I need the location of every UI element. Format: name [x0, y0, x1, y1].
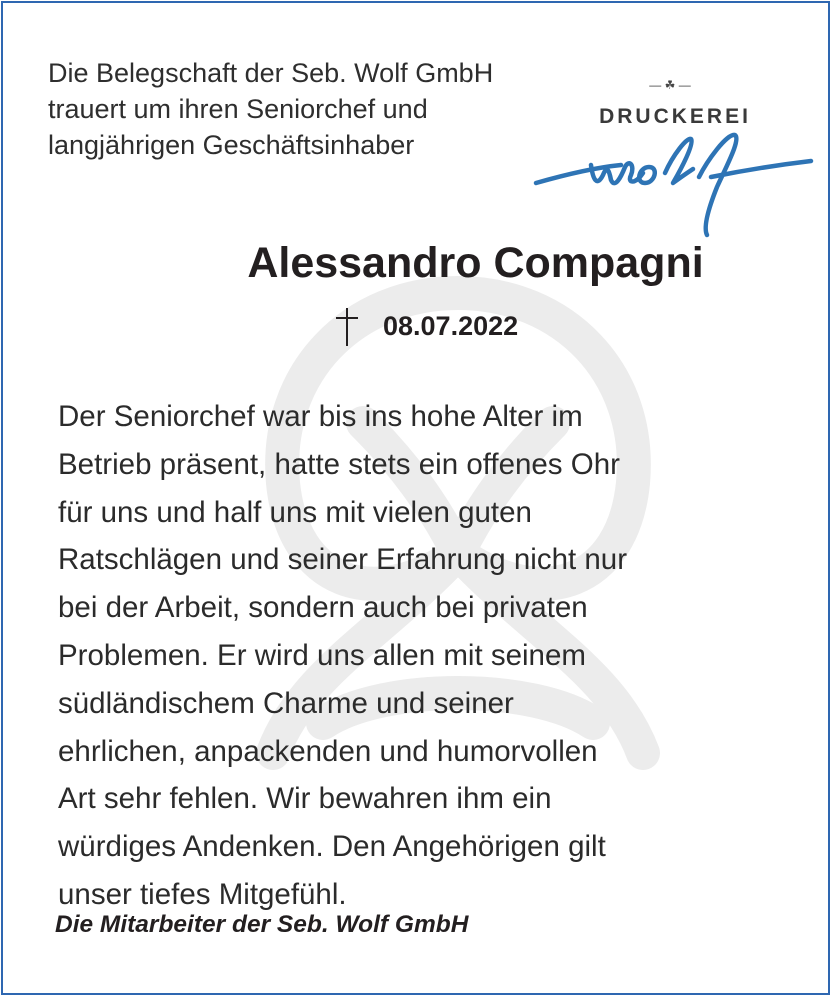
body-line: ehrlichen, anpackenden und humorvollen [58, 734, 598, 768]
intro-text [48, 55, 588, 163]
obituary-frame [1, 1, 830, 995]
body-line: unser tiefes Mitgefühl. [58, 877, 347, 911]
cross-icon [335, 307, 359, 347]
intro-line: trauert um ihren Seniorchef und [48, 94, 428, 124]
signature: Die Mitarbeiter der Seb. Wolf GmbH [55, 911, 469, 938]
body-line: Art sehr fehlen. Wir bewahren ihm ein [58, 782, 552, 816]
body-line: Ratschlägen und seiner Erfahrung nicht nur [58, 543, 628, 577]
body-line: südländischem Charme und seiner [58, 686, 514, 720]
obituary-body [58, 393, 778, 919]
druckerei-wolf-logo [531, 69, 816, 241]
logo-wordmark: DRUCKEREI [599, 105, 751, 128]
body-line: für uns und half uns mit vielen guten [58, 495, 532, 529]
intro-line: Die Belegschaft der Seb. Wolf GmbH [48, 58, 494, 88]
wolf-script-logo [531, 125, 816, 241]
body-line: bei der Arbeit, sondern auch bei privaten [58, 591, 588, 625]
body-line: Der Seniorchef war bis ins hohe Alter im [58, 400, 583, 433]
intro-line: langjährigen Geschäftsinhaber [48, 130, 415, 160]
body-line: Betrieb präsent, hatte stets ein offenes Ohr [58, 447, 620, 481]
crest-icon: — ☘ — [649, 78, 691, 92]
death-date: 08.07.2022 [383, 311, 519, 341]
deceased-name: Alessandro Compagni [247, 239, 704, 287]
body-line: Problemen. Er wird uns allen mit seinem [58, 638, 586, 672]
body-line: würdiges Andenken. Den Angehörigen gilt [58, 830, 606, 864]
